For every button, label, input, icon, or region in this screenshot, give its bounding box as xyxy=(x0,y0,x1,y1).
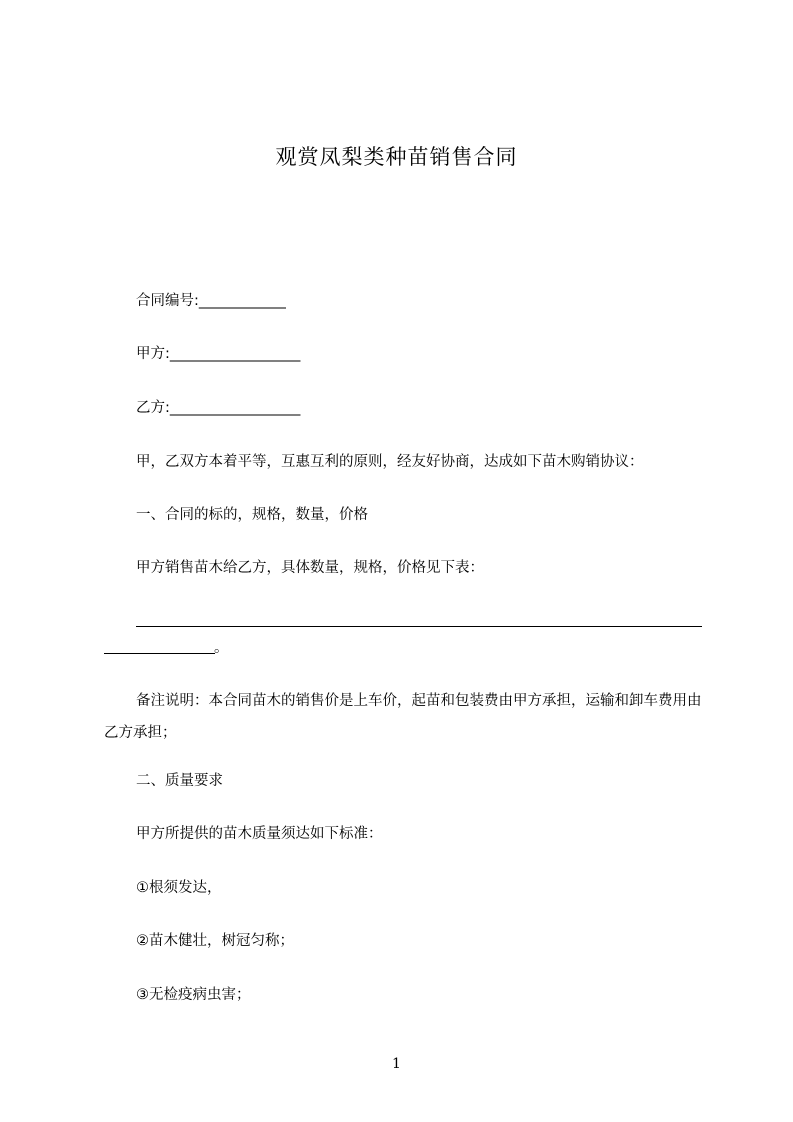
requirement-item-3: ③无检疫病虫害； xyxy=(136,987,251,1003)
fill-in-line-continued xyxy=(104,653,215,654)
page-number: 1 xyxy=(392,1056,401,1072)
requirement-item-1: ①根须发达， xyxy=(136,880,222,896)
section-2-heading: 二、质量要求 xyxy=(136,773,223,789)
party-b-field: 乙方:__________________ xyxy=(136,400,301,416)
section-1-text: 甲方销售苗木给乙方，具体数量，规格，价格见下表： xyxy=(136,560,484,576)
section-1-heading: 一、合同的标的，规格，数量，价格 xyxy=(136,507,368,523)
requirement-item-2: ②苗木健壮，树冠匀称； xyxy=(136,933,294,949)
section-2-text: 甲方所提供的苗木质量须达如下标准： xyxy=(136,826,383,842)
fill-in-line-period: 。 xyxy=(214,640,229,656)
fill-in-line xyxy=(136,626,702,627)
intro-paragraph: 甲，乙双方本着平等，互惠互利的原则，经友好协商，达成如下苗木购销协议： xyxy=(136,454,644,470)
contract-number-field: 合同编号:____________ xyxy=(136,293,286,309)
document-title: 观赏凤梨类种苗销售合同 xyxy=(275,145,518,169)
party-a-field: 甲方:__________________ xyxy=(136,346,301,362)
note-paragraph: 备注说明：本合同苗木的销售价是上车价，起苗和包装费由甲方承担，运输和卸车费用由乙方承担； xyxy=(104,693,702,741)
